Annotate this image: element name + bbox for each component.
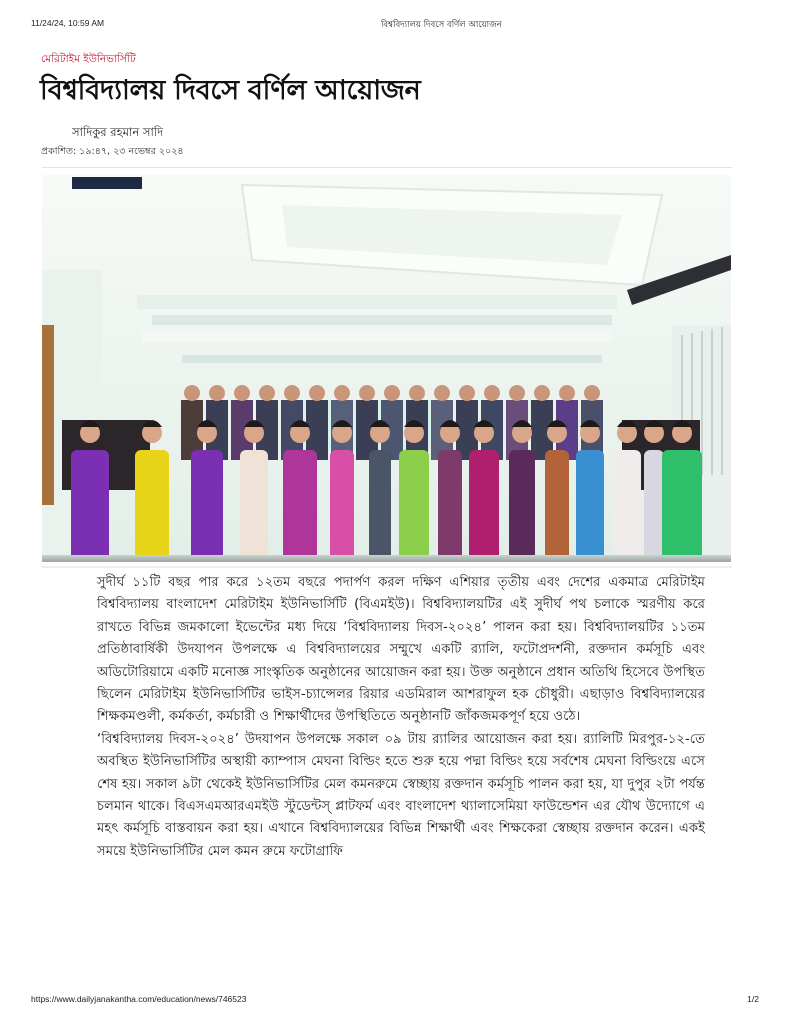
person-face — [234, 385, 250, 401]
person-face — [534, 385, 550, 401]
person-face — [509, 385, 525, 401]
person-front-row — [545, 450, 569, 560]
person-front-row — [399, 450, 429, 560]
page-number: 1/2 — [747, 994, 759, 1004]
person-front-row — [135, 450, 169, 560]
person-front-row — [283, 450, 317, 560]
divider — [42, 167, 732, 168]
person-face — [259, 385, 275, 401]
person-face — [334, 385, 350, 401]
published-date: প্রকাশিত: ১৯:৪৭, ২৩ নভেম্বর ২০২৪ — [41, 146, 184, 157]
person-front-row — [191, 450, 223, 560]
person-front-row — [438, 450, 462, 560]
author-name[interactable]: সাদিকুর রহমান সাদি — [72, 125, 164, 139]
person-face — [559, 385, 575, 401]
print-document-title: বিশ্ববিদ্যালয় দিবসে বর্ণিল আয়োজন — [381, 20, 502, 30]
person-face — [584, 385, 600, 401]
person-face — [459, 385, 475, 401]
print-footer — [0, 994, 791, 1008]
page-url[interactable]: https://www.dailyjanakantha.com/education/news/746523 — [31, 994, 247, 1004]
person-front-row — [369, 450, 391, 560]
person-face — [184, 385, 200, 401]
group-photo-image — [42, 175, 731, 562]
person-face — [484, 385, 500, 401]
person-face — [409, 385, 425, 401]
person-front-row — [240, 450, 268, 560]
person-face — [434, 385, 450, 401]
person-face — [384, 385, 400, 401]
person-face — [309, 385, 325, 401]
person-front-row — [469, 450, 499, 560]
article-paragraph: ‘বিশ্ববিদ্যালয় দিবস-২০২৪’ উদযাপন উপলক্ষে সকাল ০৯ টায় র‍্যালির আয়োজন করা হয়। র‍্যালিটি মিরপুর-১২-তে অবস্থিত ইউনিভার্সিটির অস্থায়ী ক্যাম্পাস মেঘনা বিল্ডিং হতে শুরু হয়ে পদ্মা বিল্ডিং হয়ে সর্বশেষ মেঘনা বিল্ডিংয়ে এসে শেষ হয়। সকাল ৯টা থেকেই ইউনিভার্সিটির মেল কমনরুমে স্বেচ্ছায় রক্তদান কর্মসূচি পালন করা হয়, যা দুপুর ২টা পর্যন্ত চলমান থাকে। বিএসএমআরএমইউ স্টুডেন্টস্ প্লাটফর্ম এবং বাংলাদেশ থ্যালাসেমিয়া ফাউন্ডেশন এর যৌথ উদ্যোগে এ মহৎ কর্মসূচি বাস্তবায়ন করা হয়। এখানে বিশ্ববিদ্যালয়ের বিভিন্ন শিক্ষার্থী এবং শিক্ষকেরা স্বেচ্ছায় রক্তদান করেন। একই সময়ে ইউনিভার্সিটির মেল কমন রুমে ফটোগ্রাফি — [97, 731, 705, 859]
article-paragraph: সুদীর্ঘ ১১টি বছর পার করে ১২তম বছরে পদার্পণ করল দক্ষিণ এশিয়ার তৃতীয় এবং দেশের একমাত্র মেরিটাইম বিশ্ববিদ্যালয় বাংলাদেশ মেরিটাইম ইউনিভার্সিটি (বিএমইউ)। বিশ্ববিদ্যালয়টির এই সুদীর্ঘ পথ চলাকে স্মরণীয় করে রাখতে বিভিন্ন জমকালো ইভেন্টের মধ্য দিয়ে ‘বিশ্ববিদ্যালয় দিবস-২০২৪’ পালন করা হয়। বিশ্ববিদ্যালয়টির ১১তম প্রতিষ্ঠাবার্ষিকী উদযাপন উপলক্ষে এ বিশ্ববিদ্যালয়ের সম্মুখে একটি র‍্যালি, ফটোপ্রদর্শনী, রক্তদান কর্মসূচি এবং অডিটোরিয়ামে একটি মনোজ্ঞ সাংস্কৃতিক অনুষ্ঠানের আয়োজন করা হয়। উক্ত অনুষ্ঠানে প্রধান অতিথি হিসেবে উপস্থিত ছিলেন মেরিটাইম ইউনিভার্সিটির ভাইস-চ্যান্সেলর রিয়ার এডমিরাল আশরাফুল হক চৌধুরী। এছাড়াও বিশ্ববিদ্যালয়ের শিক্ষকমণ্ডলী, কর্মকর্তা, কর্মচারী ও শিক্ষার্থীদের উপস্থিতিতে অনুষ্ঠানটি জাঁকজমকপূর্ণ হয়ে ওঠে। — [97, 575, 705, 725]
person-front-row — [71, 450, 109, 560]
person-front-row — [613, 450, 641, 560]
ceiling-fixture — [72, 177, 142, 189]
category-link[interactable]: মেরিটাইম ইউনিভার্সিটি — [41, 53, 136, 65]
person-face — [284, 385, 300, 401]
person-front-row — [330, 450, 354, 560]
print-timestamp: 11/24/24, 10:59 AM — [31, 18, 105, 28]
article-headline: বিশ্ববিদ্যালয় দিবসে বর্ণিল আয়োজন — [40, 75, 421, 106]
article-photo — [42, 175, 731, 562]
print-header — [0, 18, 791, 32]
photo-floor — [42, 555, 731, 562]
person-face — [359, 385, 375, 401]
person-front-row — [509, 450, 535, 560]
person-front-row — [662, 450, 702, 560]
article-body — [97, 572, 705, 863]
person-face — [209, 385, 225, 401]
person-front-row — [644, 450, 664, 560]
person-front-row — [576, 450, 604, 560]
divider — [42, 566, 732, 568]
